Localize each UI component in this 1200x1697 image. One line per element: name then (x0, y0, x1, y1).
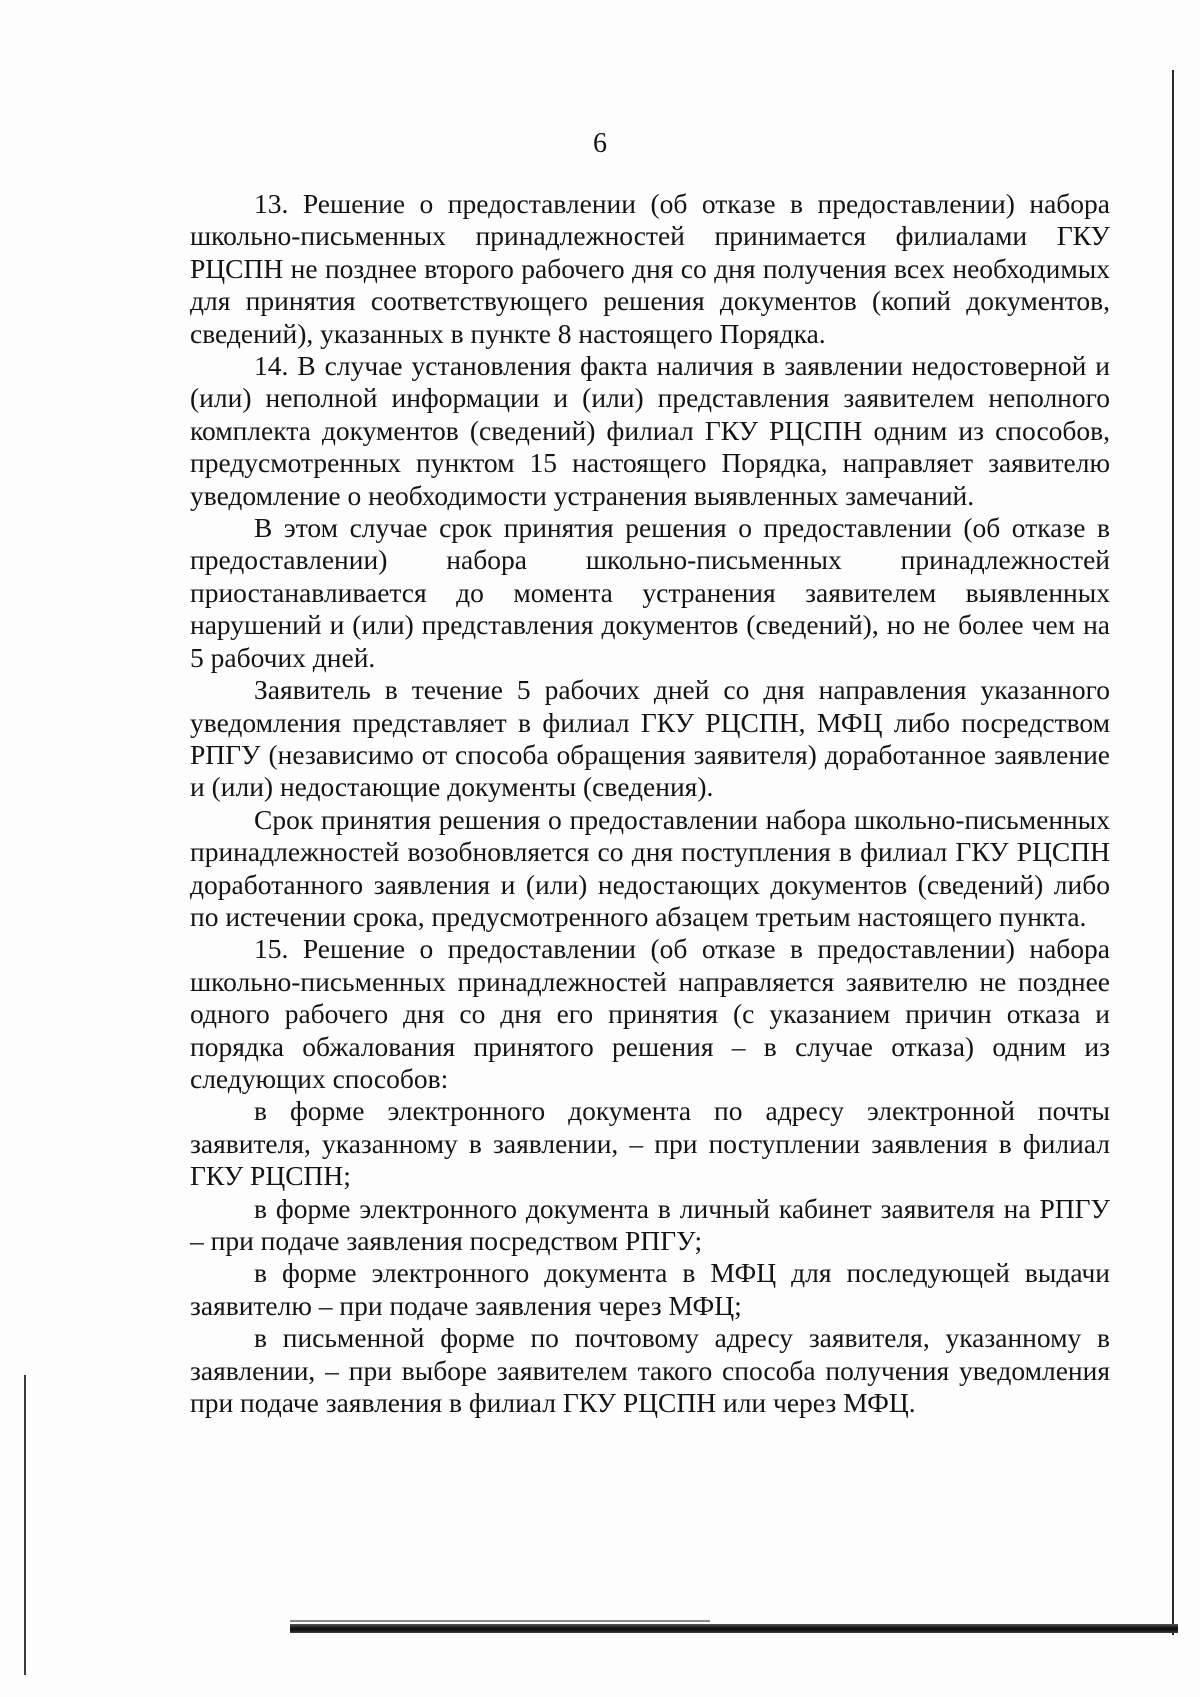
scan-edge-line-bottom (290, 1624, 1178, 1633)
page-number: 6 (593, 128, 607, 159)
paragraph-13: 13. Решение о предоставлении (об отказе в предоставлении) набора школьно-письменных принадлежностей принимается филиалами ГКУ РЦСПН не позднее второго рабочего дня со дня получения всех необходимых для принятия соответствующего решения документов (копий документов, сведений), указанных в пункте 8 настоящего Порядка. (190, 188, 1110, 349)
paragraph-14: 14. В случае установления факта наличия в заявлении недостоверной и (или) неполной информации и (или) представления заявителем неполного комплекта документов (сведений) филиал ГКУ РЦСПН одним из способов, предусмотренных пунктом 15 настоящего Порядка, направляет заявителю уведомление о необходимости устранения выявленных замечаний. (190, 350, 1110, 511)
paragraph-14-resumption: Срок принятия решения о предоставлении набора школьно-письменных принадлежностей возобновляется со дня поступления в филиал ГКУ РЦСПН доработанного заявления и (или) недостающих документов (сведений) либо по истечении срока, предусмотренного абзацем третьим настоящего пункта. (190, 803, 1110, 932)
paragraph-15-method-rpgu: в форме электронного документа в личный кабинет заявителя на РПГУ – при подаче заявления посредством РПГУ; (190, 1192, 1110, 1256)
document-body (190, 188, 1110, 1419)
paragraph-14-resubmission: Заявитель в течение 5 рабочих дней со дня направления указанного уведомления представляет в филиал ГКУ РЦСПН, МФЦ либо посредством РПГУ (независимо от способа обращения заявителя) доработанное заявление и (или) недостающие документы (сведения). (190, 674, 1110, 803)
paragraph-15-method-post: в письменной форме по почтовому адресу заявителя, указанному в заявлении, – при выборе заявителем такого способа получения уведомления при подаче заявления в филиал ГКУ РЦСПН или через МФЦ. (190, 1322, 1110, 1419)
paragraph-15-method-mfc: в форме электронного документа в МФЦ для последующей выдачи заявителю – при подаче заявления через МФЦ; (190, 1257, 1110, 1321)
scan-edge-line-bottom-thin (290, 1620, 710, 1622)
paragraph-14-suspension: В этом случае срок принятия решения о предоставлении (об отказе в предоставлении) набора школьно-письменных принадлежностей приостанавливается до момента устранения заявителем выявленных нарушений и (или) представления документов (сведений), но не более чем на 5 рабочих дней. (190, 512, 1110, 673)
scan-edge-line-left (24, 1375, 26, 1675)
paragraph-15-method-email: в форме электронного документа по адресу электронной почты заявителя, указанному в заявлении, – при поступлении заявления в филиал ГКУ РЦСПН; (190, 1095, 1110, 1192)
scan-edge-line-right (1172, 70, 1174, 1635)
paragraph-15: 15. Решение о предоставлении (об отказе в предоставлении) набора школьно-письменных принадлежностей направляется заявителю не позднее одного рабочего дня со дня его принятия (с указанием причин отказа и порядка обжалования принятого решения – в случае отказа) одним из следующих способов: (190, 933, 1110, 1094)
